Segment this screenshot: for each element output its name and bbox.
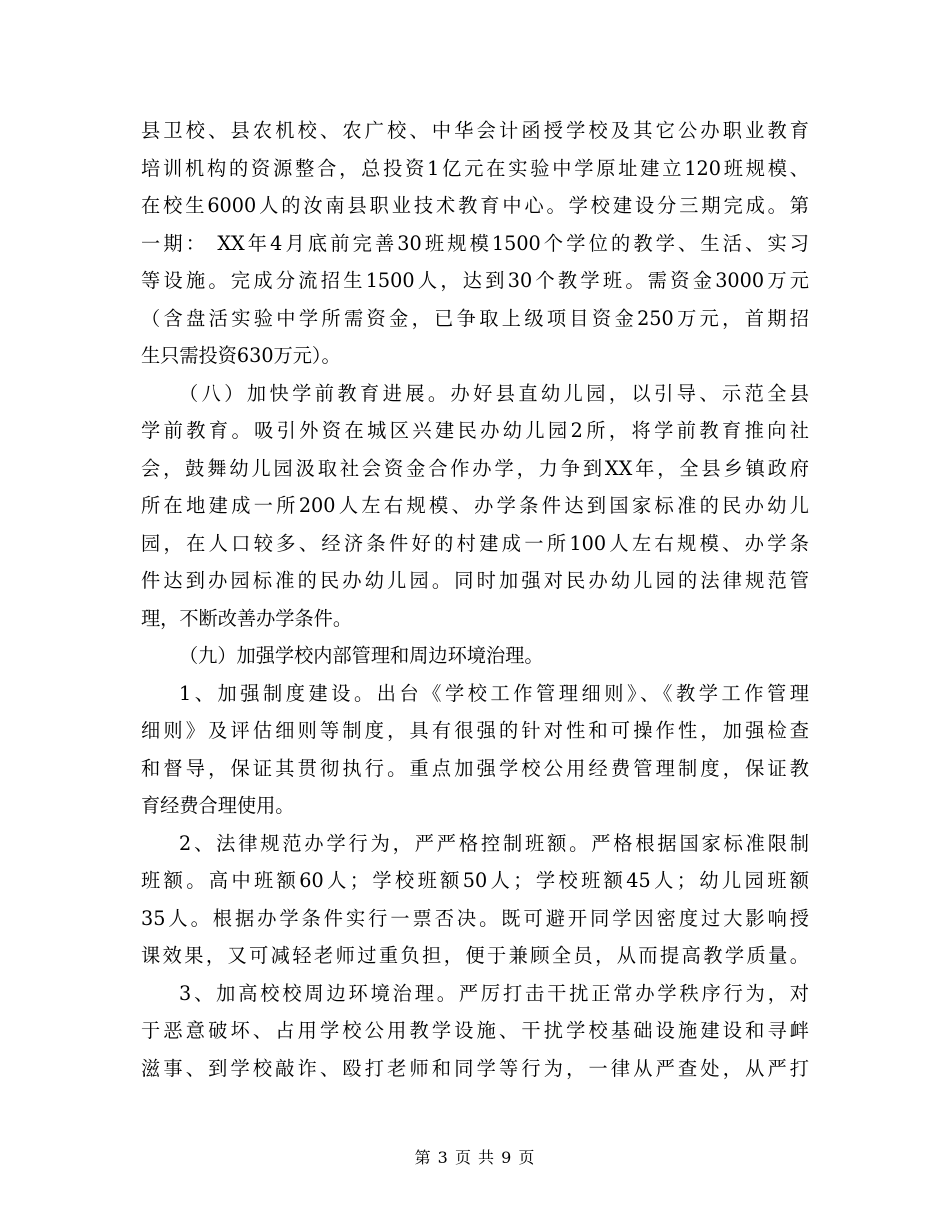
text-line: 细则》及评估细则等制度，具有很强的针对性和可操作性，加强检查 xyxy=(141,719,809,742)
paragraph-school-management-heading xyxy=(141,637,809,675)
paragraph-system-building xyxy=(141,675,809,825)
text-line: 育经费合理使用。 xyxy=(141,794,295,817)
text-line: 和督导，保证其贯彻执行。重点加强学校公用经费管理制度，保证教 xyxy=(141,756,809,780)
text-line: 所在地建成一所200人左右规模、办学条件达到国家标准的民办幼儿 xyxy=(141,494,809,517)
text-line: 培训机构的资源整合，总投资1亿元在实验中学原址建立120班规模、 xyxy=(141,156,809,180)
text-line: 园，在人口较多、经济条件好的村建成一所100人左右规模、办学条 xyxy=(141,531,809,555)
text-line: 等设施。完成分流招生1500人，达到30个教学班。需资金3000万元 xyxy=(141,269,809,292)
list-item-3: 3、加高校校周边环境治理。严厉打击干扰正常办学秩序行为，对 xyxy=(179,981,809,1005)
text-line: 班额。高中班额60人；学校班额50人；学校班额45人；幼儿园班额 xyxy=(141,869,809,892)
text-line: 理，不断改善办学条件。 xyxy=(141,606,353,630)
paragraph-class-size-control xyxy=(141,825,809,975)
text-line: 课效果，又可减轻老师过重负担，便于兼顾全员，从而提高教学质量。 xyxy=(141,944,809,967)
text-line: 在校生6000人的汝南县职业技术教育中心。学校建设分三期完成。第 xyxy=(141,194,809,217)
text-line: 件达到办园标准的民办幼儿园。同时加强对民办幼儿园的法律规范管 xyxy=(141,569,809,592)
list-item-2: 2、法律规范办学行为，严严格控制班额。严格根据国家标准限制 xyxy=(179,831,809,855)
text-line: 生只需投资630万元）。 xyxy=(141,344,341,367)
paragraph-preschool-education xyxy=(141,375,809,638)
section-heading-9: （九）加强学校内部管理和周边环境治理。 xyxy=(179,644,544,667)
paragraph-vocational-center xyxy=(141,112,809,375)
section-heading-8: （八）加快学前教育进展。办好县直幼儿园，以引导、示范全县 xyxy=(179,381,809,405)
list-item-1: 1、加强制度建设。出台《学校工作管理细则》、《教学工作管理 xyxy=(179,681,809,705)
page-number-footer: 第 3 页 共 9 页 xyxy=(414,1148,536,1167)
text-line: （含盘活实验中学所需资金，已争取上级项目资金250万元，首期招 xyxy=(141,306,809,330)
text-line: 滋事、到学校敲诈、殴打老师和同学等行为，一律从严查处，从严打 xyxy=(141,1056,809,1080)
paragraph-environment-governance xyxy=(141,975,809,1088)
text-line: 一期： XX年4月底前完善30班规模1500个学位的教学、生活、实习 xyxy=(141,231,809,255)
text-line: 35人。根据办学条件实行一票否决。既可避开同学因密度过大影响授 xyxy=(141,906,809,930)
text-line: 会，鼓舞幼儿园汲取社会资金合作办学，力争到XX年，全县乡镇政府 xyxy=(141,456,809,480)
text-line: 学前教育。吸引外资在城区兴建民办幼儿园2所，将学前教育推向社 xyxy=(141,419,809,442)
text-line: 于恶意破坏、占用学校公用教学设施、干扰学校基础设施建设和寻衅 xyxy=(141,1019,809,1042)
text-line: 县卫校、县农机校、农广校、中华会计函授学校及其它公办职业教育 xyxy=(141,119,809,142)
document-body xyxy=(141,112,809,1087)
